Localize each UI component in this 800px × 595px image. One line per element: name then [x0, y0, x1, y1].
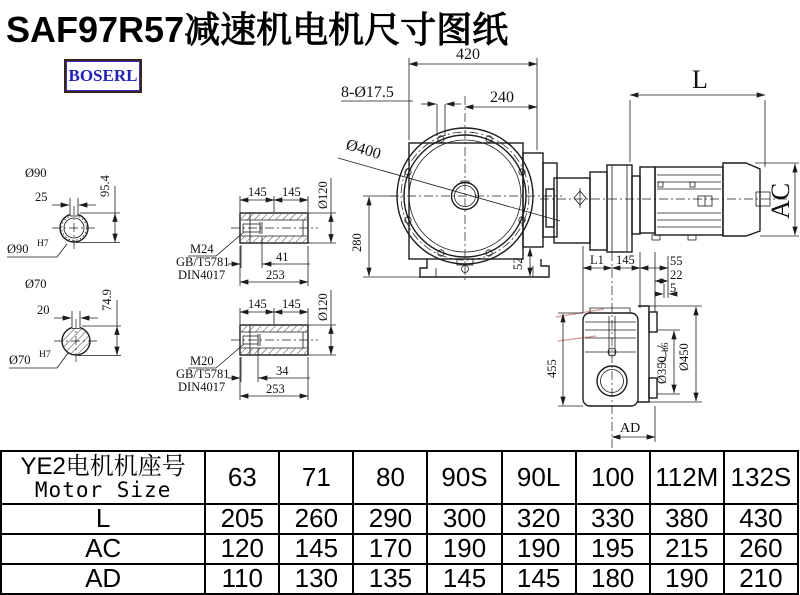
table-row-AD: [1, 564, 798, 594]
col-header: 80: [353, 451, 427, 504]
dim-side-55: 55: [670, 254, 683, 268]
table-cell: 135: [353, 564, 427, 594]
dim-keywidth-20: 20: [37, 303, 50, 317]
table-cell: 190: [650, 564, 724, 594]
label-dia-90: Ø90: [25, 166, 47, 180]
label-dia-70: Ø70: [25, 277, 47, 291]
dim-420: 420: [456, 46, 480, 63]
col-header: 90S: [427, 451, 501, 504]
dim-bolt-41: 41: [276, 250, 289, 264]
dim-145-b: 145: [282, 185, 301, 199]
dim-280: 280: [350, 233, 364, 252]
label-thread-m20: M20: [190, 354, 214, 368]
table-cell: 145: [427, 564, 501, 594]
dim-dia-120-lower: Ø120: [316, 293, 330, 321]
row-label: AC: [1, 534, 205, 564]
table-cell: 320: [502, 504, 576, 534]
dim-dia-350-tolerance: h6: [661, 342, 671, 352]
label-standard-din-2: DIN4017: [178, 380, 226, 394]
table-row-AC: [1, 534, 798, 564]
dim-keyheight-74-9: 74.9: [100, 289, 114, 311]
motor-size-table: [0, 450, 799, 595]
table-cell: 300: [427, 504, 501, 534]
table-row-L: [1, 504, 798, 534]
dim-dia-450: Ø450: [677, 343, 691, 371]
label-bore-90: Ø90: [7, 242, 29, 256]
col-header: 63: [205, 451, 279, 504]
dim-len-253-lower: 253: [266, 382, 285, 396]
table-cell: 380: [650, 504, 724, 534]
dim-keyheight-95-4: 95.4: [98, 175, 112, 197]
gearbox-side-view: [545, 246, 702, 450]
flange-front-view: [338, 46, 562, 282]
label-bore-70: Ø70: [9, 353, 31, 367]
col-header: 100: [576, 451, 650, 504]
dim-len-253-upper: 253: [266, 268, 285, 282]
dim-keywidth-25: 25: [35, 190, 48, 204]
page-title: SAF97R57减速机电机尺寸图纸: [6, 9, 509, 50]
table-cell: 195: [576, 534, 650, 564]
table-cell: 260: [724, 534, 798, 564]
dim-side-22: 22: [670, 268, 683, 282]
dim-side-145: 145: [616, 253, 635, 267]
dim-bolt-34: 34: [276, 364, 289, 378]
dim-L1: L1: [590, 253, 604, 267]
table-cell: 215: [650, 534, 724, 564]
row-label: L: [1, 504, 205, 534]
table-cell: 170: [353, 534, 427, 564]
table-cell: 205: [205, 504, 279, 534]
table-header-row: [1, 451, 798, 504]
col-header: 132S: [724, 451, 798, 504]
table-cell: 130: [279, 564, 353, 594]
brand-logo: [64, 59, 142, 93]
header-label-cn: YE2电机机座号: [20, 452, 186, 480]
dim-AD: AD: [620, 421, 641, 436]
label-bore-90-tolerance: H7: [37, 239, 49, 249]
dim-145-d: 145: [282, 297, 301, 311]
col-header: 112M: [650, 451, 724, 504]
dim-145-a: 145: [248, 185, 267, 199]
dim-motor-length-L: L: [692, 65, 708, 94]
hollow-shaft-upper: [176, 178, 336, 286]
table-cell: 430: [724, 504, 798, 534]
brand-logo-text: BOSERL: [68, 66, 138, 85]
table-cell: 180: [576, 564, 650, 594]
row-label: AD: [1, 564, 205, 594]
shaft-section-70: [9, 277, 121, 368]
dim-145-c: 145: [248, 297, 267, 311]
dim-side-5: 5: [670, 281, 677, 295]
label-standard-gb: GB/T5781: [176, 255, 230, 269]
hollow-shaft-lower: [176, 290, 336, 400]
table-cell: 190: [502, 534, 576, 564]
dim-bolt-holes: 8-Ø17.5: [341, 84, 394, 101]
label-standard-gb-2: GB/T5781: [176, 367, 230, 381]
table-cell: 145: [502, 564, 576, 594]
header-label-en: Motor Size: [34, 478, 172, 503]
table-cell: 145: [279, 534, 353, 564]
col-header: 71: [279, 451, 353, 504]
dim-240: 240: [490, 89, 514, 106]
table-cell: 290: [353, 504, 427, 534]
motor-side-view: [540, 65, 799, 252]
dim-dia-400: Ø400: [343, 136, 383, 164]
col-header: 90L: [502, 451, 576, 504]
table-cell: 330: [576, 504, 650, 534]
table-cell: 210: [724, 564, 798, 594]
dim-dia-350: Ø350: [655, 356, 669, 384]
label-thread-m24: M24: [190, 242, 214, 256]
table-cell: 110: [205, 564, 279, 594]
dim-dia-120-upper: Ø120: [316, 181, 330, 209]
shaft-section-90: [7, 166, 120, 257]
table-cell: 190: [427, 534, 501, 564]
table-cell: 120: [205, 534, 279, 564]
dim-52: 52: [511, 257, 525, 270]
dim-455: 455: [545, 359, 559, 378]
table-header-motor-size: [1, 451, 205, 504]
table-cell: 260: [279, 504, 353, 534]
label-bore-70-tolerance: H7: [39, 350, 51, 360]
label-standard-din: DIN4017: [178, 268, 226, 282]
dim-motor-AC: AC: [766, 182, 795, 219]
